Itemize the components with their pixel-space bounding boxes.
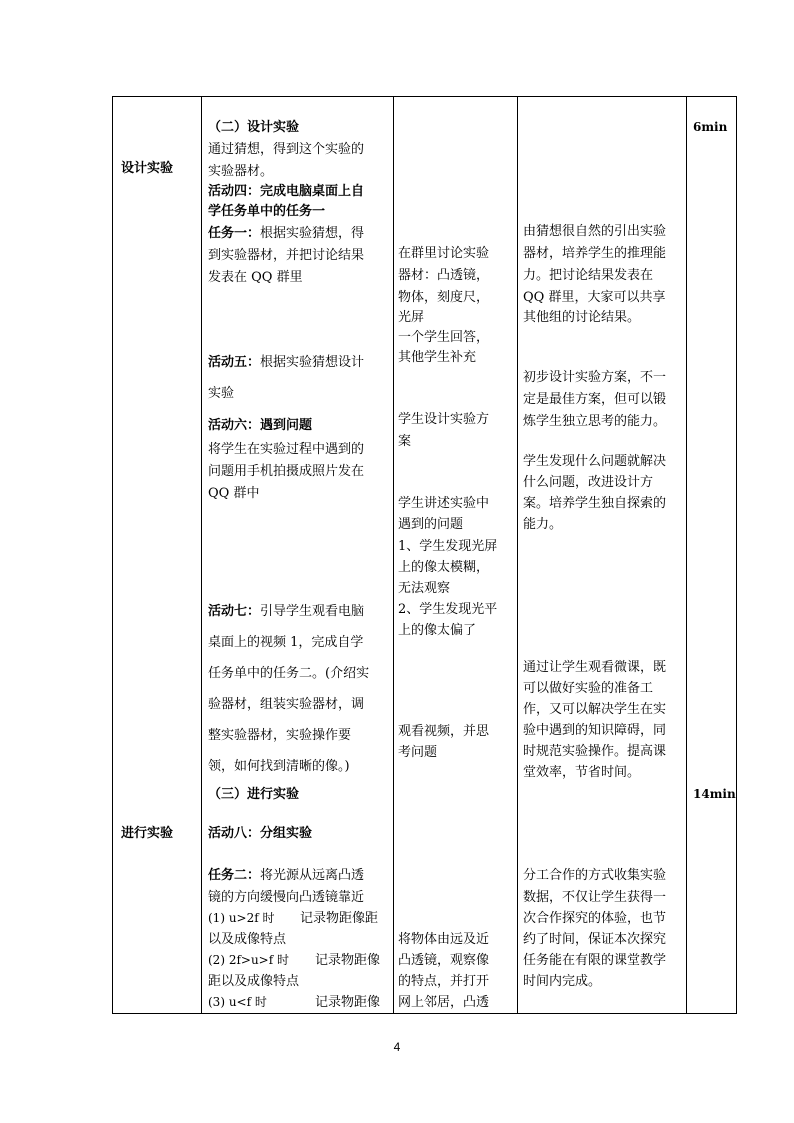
teacher-line: 记录物距像 [315,953,381,968]
phase-conduct: 进行实验 [121,826,174,841]
teacher-line: 学任务单中的任务一 [208,204,326,219]
intent-line: 定是最佳方案，但可以锻 [523,392,667,407]
column-divider [393,97,394,1013]
intent-line: 什么问题，改进设计方 [523,475,654,490]
activity-label: 活动七： [208,604,261,619]
teacher-line: 镜的方向缓慢向凸透镜靠近 [208,890,365,905]
teacher-line: 实验 [208,386,235,401]
teacher-line: 任务单中的任务二。(介绍实 [208,666,370,681]
student-line: 光屏 [398,310,425,325]
intent-line: 任务能在有限的课堂教学 [523,953,667,968]
student-line: 上的像太模糊， [398,560,490,575]
teacher-line: 发表在 QQ 群里 [208,270,303,285]
student-line: 上的像太偏了 [398,623,477,638]
student-line: 2、学生发现光平 [398,602,498,617]
teacher-line: 将学生在实验过程中遇到的 [208,442,365,457]
phase-design: 设计实验 [121,161,174,176]
teacher-line: 通过猜想，得到这个实验的 [208,142,365,157]
teacher-line [208,864,364,887]
intent-line: QQ 群里，大家可以共享 [523,290,666,305]
column-divider [201,97,202,1013]
intent-line: 力。把讨论结果发表在 [523,268,654,283]
teacher-line: 活动八：分组实验 [208,826,313,841]
student-line: 凸透镜，观察像 [398,953,490,968]
intent-line: 学生发现什么问题就解决 [523,454,667,469]
intent-line: 时规范实验操作。提高课 [523,744,667,759]
intent-line: 通过让学生观看微课，既 [523,660,667,675]
intent-line: 数据，不仅让学生获得一 [523,890,667,905]
teacher-line: 活动六：遇到问题 [208,418,313,433]
student-line: 考问题 [398,745,438,760]
column-divider [686,97,687,1013]
teacher-line: 记录物距像距 [300,911,379,926]
teacher-line: 实验器材。 [208,164,274,179]
intent-line: 由猜想很自然的引出实验 [523,224,667,239]
student-line: 在群里讨论实验 [398,246,490,261]
intent-line: 炼学生独立思考的能力。 [523,414,667,429]
intent-line: 案。培养学生独自探索的 [523,496,667,511]
teacher-line: (3) u<f 时 [208,995,267,1009]
time-conduct: 14min [693,787,736,801]
student-line: 器材：凸透镜， [398,268,490,283]
student-line: 将物体由远及近 [398,932,490,947]
student-line: 其他学生补充 [398,350,477,365]
task-text: 将光源从远离凸透 [260,868,365,883]
teacher-line: 桌面上的视频 1，完成自学 [208,635,364,650]
student-line: 的特点，并打开 [398,974,490,989]
teacher-line [208,600,364,623]
teacher-line: QQ 群中 [208,486,260,501]
student-line: 一个学生回答， [398,330,490,345]
teacher-line: 记录物距像 [315,995,381,1010]
student-line: 无法观察 [398,581,451,596]
teacher-line: 到实验器材，并把讨论结果 [208,248,365,263]
teacher-line: 问题用手机拍摄成照片发在 [208,464,365,479]
page-number: 4 [393,1040,401,1054]
student-line: 网上邻居，凸透 [398,995,490,1010]
teacher-line: 活动四：完成电脑桌面上自 [208,184,365,199]
time-design: 6min [693,120,728,134]
activity-label: 活动五： [208,355,261,370]
task-text: 根据实验猜想，得 [260,226,365,241]
student-line: 观看视频，并思 [398,724,490,739]
intent-line: 可以做好实验的准备工 [523,681,654,696]
teacher-line: （二）设计实验 [208,120,300,135]
intent-line: 堂效率，节省时间。 [523,765,641,780]
intent-line: 器材，培养学生的推理能 [523,246,667,261]
task-label: 任务一： [208,226,261,241]
student-line: 遇到的问题 [398,517,464,532]
intent-line: 初步设计实验方案，不一 [523,370,667,385]
activity-text: 根据实验猜想设计 [260,355,365,370]
teacher-line: 领，如何找到清晰的像。) [208,759,350,774]
teacher-line: 验器材，组装实验器材，调 [208,697,365,712]
teacher-line: 整实验器材，实验操作要 [208,728,352,743]
intent-line: 时间内完成。 [523,974,602,989]
intent-line: 次合作探究的体验，也节 [523,911,667,926]
column-divider [517,97,518,1013]
teacher-line: 以及成像特点 [208,932,287,947]
intent-line: 其他组的讨论结果。 [523,310,641,325]
teacher-line: (2) 2f>u>f 时 [208,953,289,967]
task-label: 任务二： [208,868,261,883]
intent-line: 分工合作的方式收集实验 [523,868,667,883]
student-line: 案 [398,434,412,449]
intent-line: 约了时间，保证本次探究 [523,932,667,947]
student-line: 学生讲述实验中 [398,496,490,511]
activity-text: 引导学生观看电脑 [260,604,365,619]
intent-line: 作，又可以解决学生在实 [523,702,667,717]
student-line: 物体，刻度尺， [398,290,490,305]
intent-line: 验中遇到的知识障碍，同 [523,723,667,738]
teacher-line: （三）进行实验 [208,787,300,802]
teacher-line [208,351,364,374]
teacher-line [208,222,364,245]
teacher-line: 距以及成像特点 [208,974,300,989]
teacher-line: (1) u>2f 时 [208,911,275,925]
student-line: 1、学生发现光屏 [398,539,498,554]
intent-line: 能力。 [523,517,563,532]
student-line: 学生设计实验方 [398,412,490,427]
